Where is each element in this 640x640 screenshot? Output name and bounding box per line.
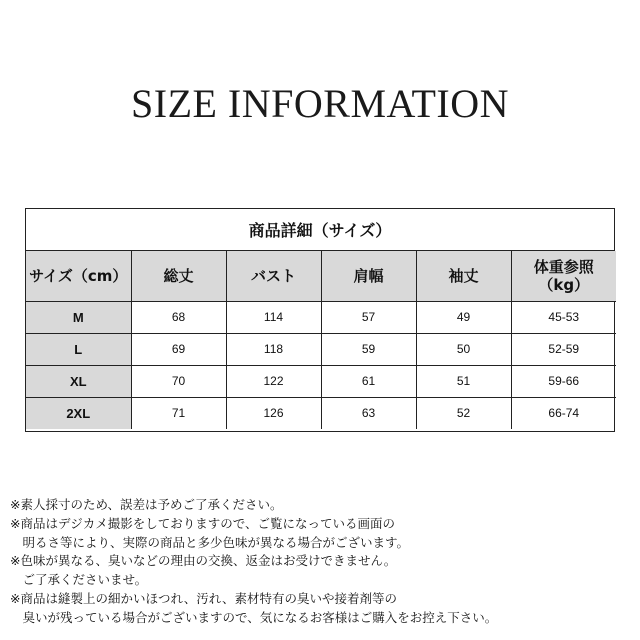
note-line: ご了承くださいませ。 — [10, 572, 148, 588]
size-chart — [26, 251, 616, 429]
table-cell: 126 — [226, 397, 321, 429]
table-cell: 50 — [416, 333, 511, 365]
table-cell: 49 — [416, 301, 511, 333]
header-shoulder: 肩幅 — [321, 251, 416, 301]
header-size: サイズ（cm） — [26, 251, 131, 301]
size-cell: M — [26, 301, 131, 333]
header-weight: 体重参照 （kg） — [511, 251, 616, 301]
note-line: 明るさ等により、実際の商品と多少色味が異なる場合がございます。 — [10, 534, 410, 550]
table-cell: 61 — [321, 365, 416, 397]
size-cell: L — [26, 333, 131, 365]
note-line: ※色味が異なる、臭いなどの理由の交換、返金はお受けできません。 — [10, 553, 397, 569]
table-cell: 52-59 — [511, 333, 616, 365]
note-line: ※素人採寸のため、誤差は予めご了承ください。 — [10, 497, 283, 512]
table-cell: 57 — [321, 301, 416, 333]
header-length: 総丈 — [131, 251, 226, 301]
table-cell: 59-66 — [511, 365, 616, 397]
size-table — [25, 208, 615, 432]
size-cell: 2XL — [26, 397, 131, 429]
table-cell: 59 — [321, 333, 416, 365]
table-row — [26, 333, 616, 365]
header-bust: バスト — [226, 251, 321, 301]
size-cell: XL — [26, 365, 131, 397]
table-cell: 118 — [226, 333, 321, 365]
table-row — [26, 301, 616, 333]
note-line: ※商品は縫製上の細かいほつれ、汚れ、素材特有の臭いや接着剤等の — [10, 590, 397, 606]
header-sleeve: 袖丈 — [416, 251, 511, 301]
table-cell: 51 — [416, 365, 511, 397]
table-caption: 商品詳細（サイズ） — [26, 209, 614, 251]
table-row — [26, 365, 616, 397]
note-line: 臭いが残っている場合がございますので、気になるお客様はご購入をお控え下さい。 — [10, 609, 498, 625]
table-cell: 45-53 — [511, 301, 616, 333]
table-cell: 66-74 — [511, 397, 616, 429]
table-cell: 122 — [226, 365, 321, 397]
table-cell: 52 — [416, 397, 511, 429]
table-cell: 70 — [131, 365, 226, 397]
table-cell: 71 — [131, 397, 226, 429]
notes — [10, 496, 635, 628]
table-header-row — [26, 251, 616, 301]
table-cell: 68 — [131, 301, 226, 333]
table-row — [26, 397, 616, 429]
page-title: SIZE INFORMATION — [131, 81, 509, 126]
table-cell: 69 — [131, 333, 226, 365]
table-cell: 114 — [226, 301, 321, 333]
table-cell: 63 — [321, 397, 416, 429]
note-line: ※商品はデジカメ撮影をしておりますので、ご覧になっている画面の — [10, 515, 395, 531]
